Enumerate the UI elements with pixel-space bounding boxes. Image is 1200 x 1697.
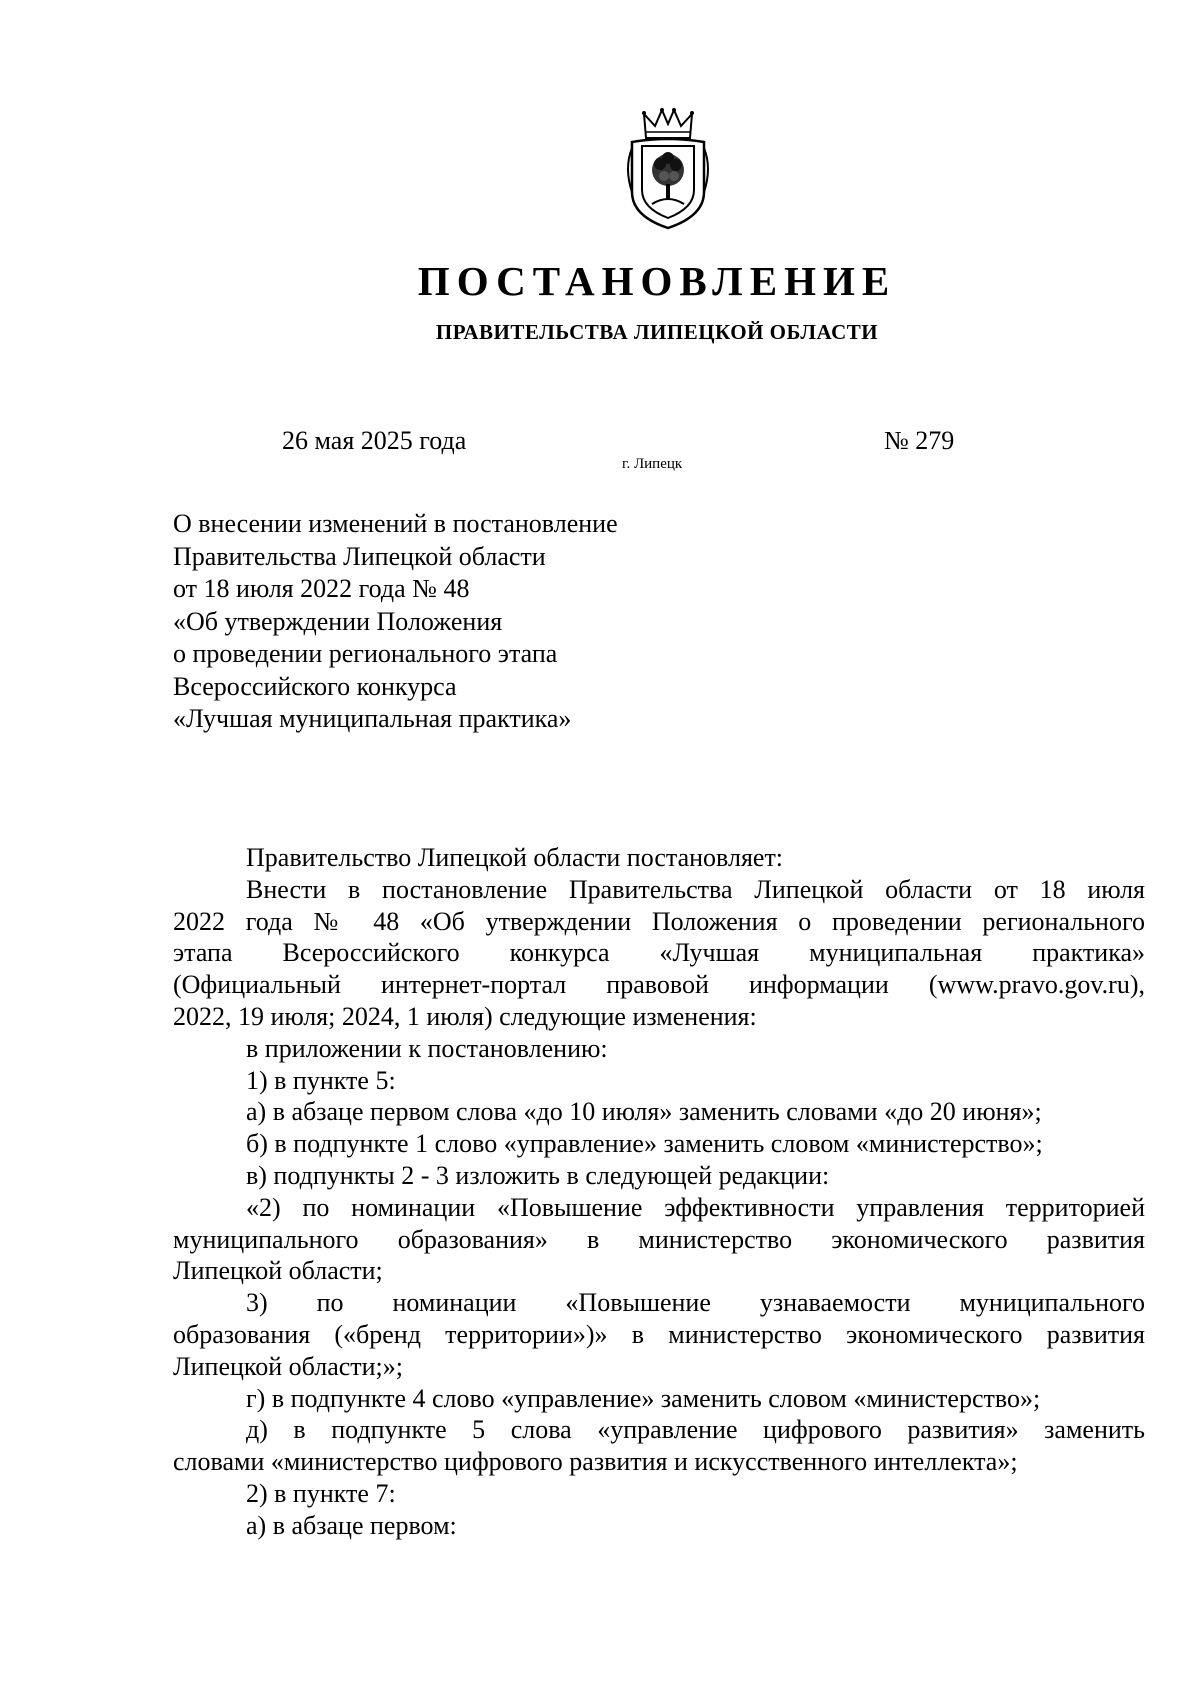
quoted-item-2-line: Липецкой области; bbox=[173, 1256, 383, 1286]
document-city: г. Липецк bbox=[622, 456, 683, 472]
appendix-paragraph: в приложении к постановлению: bbox=[246, 1033, 608, 1063]
main-paragraph-line: этапа Всероссийского конкурса «Лучшая муниципальная практика» bbox=[173, 938, 1145, 968]
main-paragraph-line: 2022, 19 июля; 2024, 1 июля) следующие изменения: bbox=[173, 1001, 757, 1031]
subject-line: о проведении регионального этапа bbox=[173, 639, 558, 668]
document-subject bbox=[173, 508, 618, 736]
item-1-b: б) в подпункте 1 слово «управление» заменить словом «министерство»; bbox=[246, 1129, 1043, 1159]
subject-line: «Об утверждении Положения bbox=[173, 606, 503, 636]
document-body bbox=[173, 842, 1145, 1542]
intro-paragraph: Правительство Липецкой области постановляет: bbox=[246, 843, 784, 872]
item-1-v: в) подпункты 2 - 3 изложить в следующей редакции: bbox=[246, 1160, 830, 1190]
item-1-d-line: д) в подпункте 5 слова «управление цифрового развития» заменить bbox=[246, 1415, 1145, 1445]
coat-of-arms-icon bbox=[624, 108, 712, 232]
item-2: 2) в пункте 7: bbox=[246, 1478, 396, 1508]
quoted-item-3-line: образования («бренд территории»)» в министерство экономического развития bbox=[173, 1319, 1145, 1349]
subject-line: О внесении изменений в постановление bbox=[173, 509, 618, 538]
item-2-a: а) в абзаце первом: bbox=[246, 1510, 457, 1540]
item-1-d-line: словами «министерство цифрового развития и искусственного интеллекта»; bbox=[173, 1447, 1018, 1477]
document-date: 26 мая 2025 года bbox=[282, 426, 467, 455]
subject-line: «Лучшая муниципальная практика» bbox=[173, 704, 572, 733]
main-paragraph-line: 2022 года № 48 «Об утверждении Положения о проведении регионального bbox=[173, 906, 1145, 936]
item-1-g: г) в подпункте 4 слово «управление» заменить словом «министерство»; bbox=[246, 1383, 1041, 1413]
quoted-item-3-line: Липецкой области;»; bbox=[173, 1351, 404, 1381]
subject-line: Правительства Липецкой области bbox=[173, 541, 546, 571]
quoted-item-2-line: «2) по номинации «Повышение эффективности управления территорией bbox=[246, 1192, 1145, 1222]
main-paragraph-line: (Официальный интернет-портал правовой информации (www.pravo.gov.ru), bbox=[173, 970, 1145, 1000]
document-title: ПОСТАНОВЛЕНИЕ bbox=[417, 258, 897, 304]
document-issuer: ПРАВИТЕЛЬСТВА ЛИПЕЦКОЙ ОБЛАСТИ bbox=[435, 320, 879, 344]
quoted-item-2-line: муниципального образования» в министерство экономического развития bbox=[173, 1224, 1145, 1254]
item-1: 1) в пункте 5: bbox=[246, 1065, 396, 1095]
quoted-item-3-line: 3) по номинации «Повышение узнаваемости муниципального bbox=[246, 1288, 1145, 1318]
subject-line: Всероссийского конкурса bbox=[173, 671, 457, 701]
document-number: № 279 bbox=[884, 426, 955, 455]
main-paragraph-line: Внести в постановление Правительства Липецкой области от 18 июля bbox=[246, 874, 1145, 904]
item-1-a: а) в абзаце первом слова «до 10 июля» заменить словами «до 20 июня»; bbox=[246, 1097, 1042, 1127]
subject-line: от 18 июля 2022 года № 48 bbox=[173, 574, 470, 603]
